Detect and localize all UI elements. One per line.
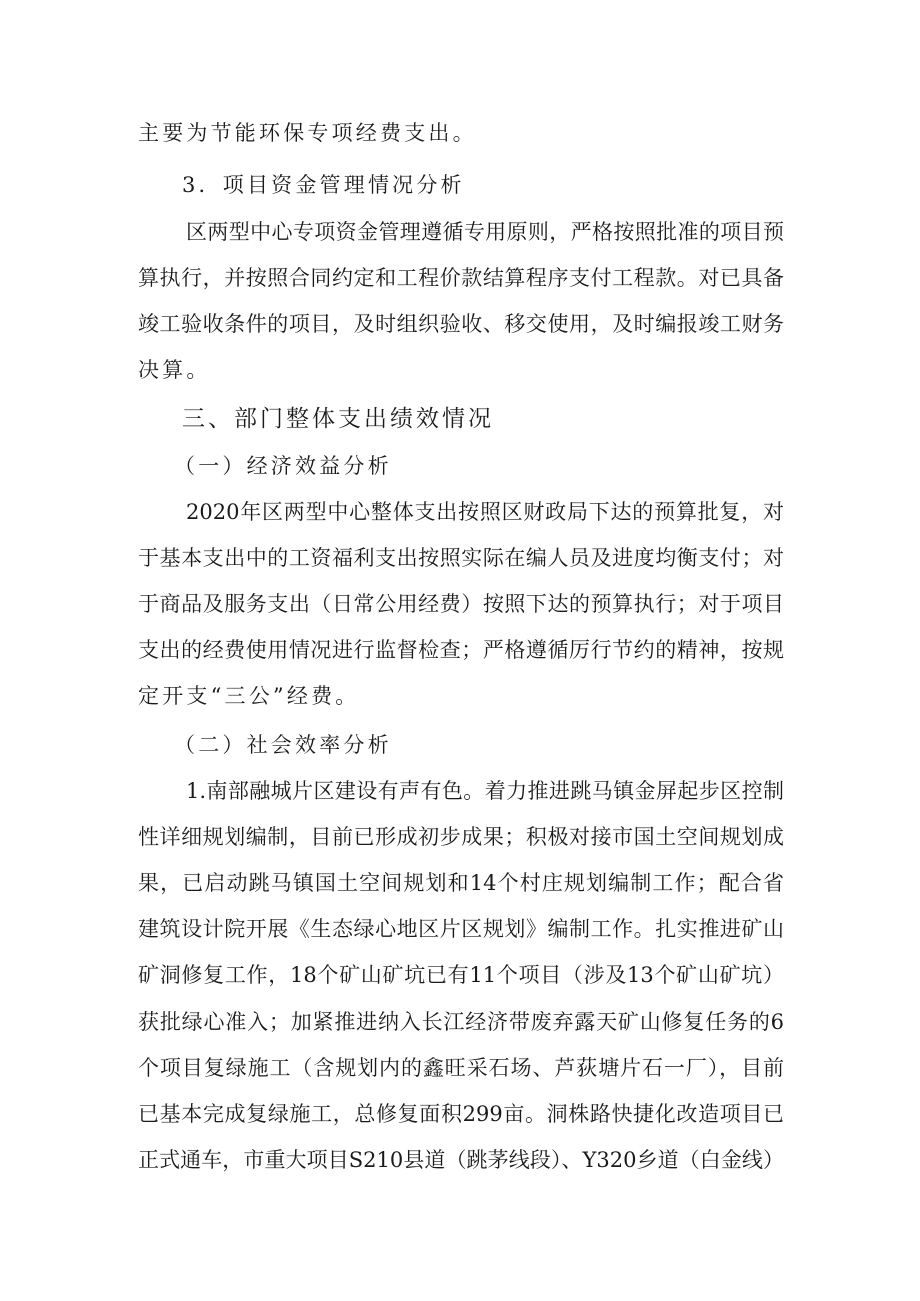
text-line: 区两型中心专项资金管理遵循专用原则，严格按照批准的项目预 <box>186 220 784 244</box>
text-line: 算执行，并按照合同约定和工程价款结算程序支付工程款。对已具备 <box>138 266 784 290</box>
text-line: 于基本支出中的工资福利支出按照实际在编人员及进度均衡支付；对 <box>138 546 784 570</box>
text-line: 竣工验收条件的项目，及时组织验收、移交使用，及时编报竣工财务 <box>138 312 784 336</box>
subsection-heading: （一）经济效益分析 <box>174 454 392 478</box>
chapter-heading: 三、部门整体支出绩效情况 <box>182 406 494 432</box>
text-line: 已基本完成复绿施工，总修复面积299亩。洞株路快捷化改造项目已 <box>138 1102 784 1126</box>
text-line: 支出的经费使用情况进行监督检查；严格遵循厉行节约的精神，按规 <box>138 638 784 662</box>
text-line: 建筑设计院开展《生态绿心地区片区规划》编制工作。扎实推进矿山 <box>138 917 784 941</box>
text-line: 于商品及服务支出（日常公用经费）按照下达的预算执行；对于项目 <box>138 592 784 616</box>
text-line: 矿洞修复工作，18个矿山矿坑已有11个项目（涉及13个矿山矿坑） <box>138 963 784 987</box>
subsection-heading: （二）社会效率分析 <box>174 733 392 757</box>
text-line: 定开支“三公”经费。 <box>138 684 360 708</box>
text-line: 性详细规划编制，目前已形成初步成果；积极对接市国土空间规划成 <box>138 825 784 849</box>
text-line: 主要为节能环保专项经费支出。 <box>138 121 477 145</box>
text-line: 决算。 <box>138 358 211 382</box>
section-heading: 3．项目资金管理情况分析 <box>182 173 465 197</box>
text-line: 2020年区两型中心整体支出按照区财政局下达的预算批复，对 <box>186 500 784 524</box>
text-line: 获批绿心准入；加紧推进纳入长江经济带废弃露天矿山修复任务的6 <box>138 1010 784 1034</box>
text-line: 果，已启动跳马镇国土空间规划和14个村庄规划编制工作；配合省 <box>138 871 784 895</box>
text-line: 正式通车，市重大项目S210县道（跳茅线段）、Y320乡道（白金线） <box>138 1148 784 1172</box>
text-line: 个项目复绿施工（含规划内的鑫旺采石场、芦荻塘片石一厂），目前 <box>138 1056 784 1080</box>
text-line: 1.南部融城片区建设有声有色。着力推进跳马镇金屏起步区控制 <box>186 779 784 803</box>
